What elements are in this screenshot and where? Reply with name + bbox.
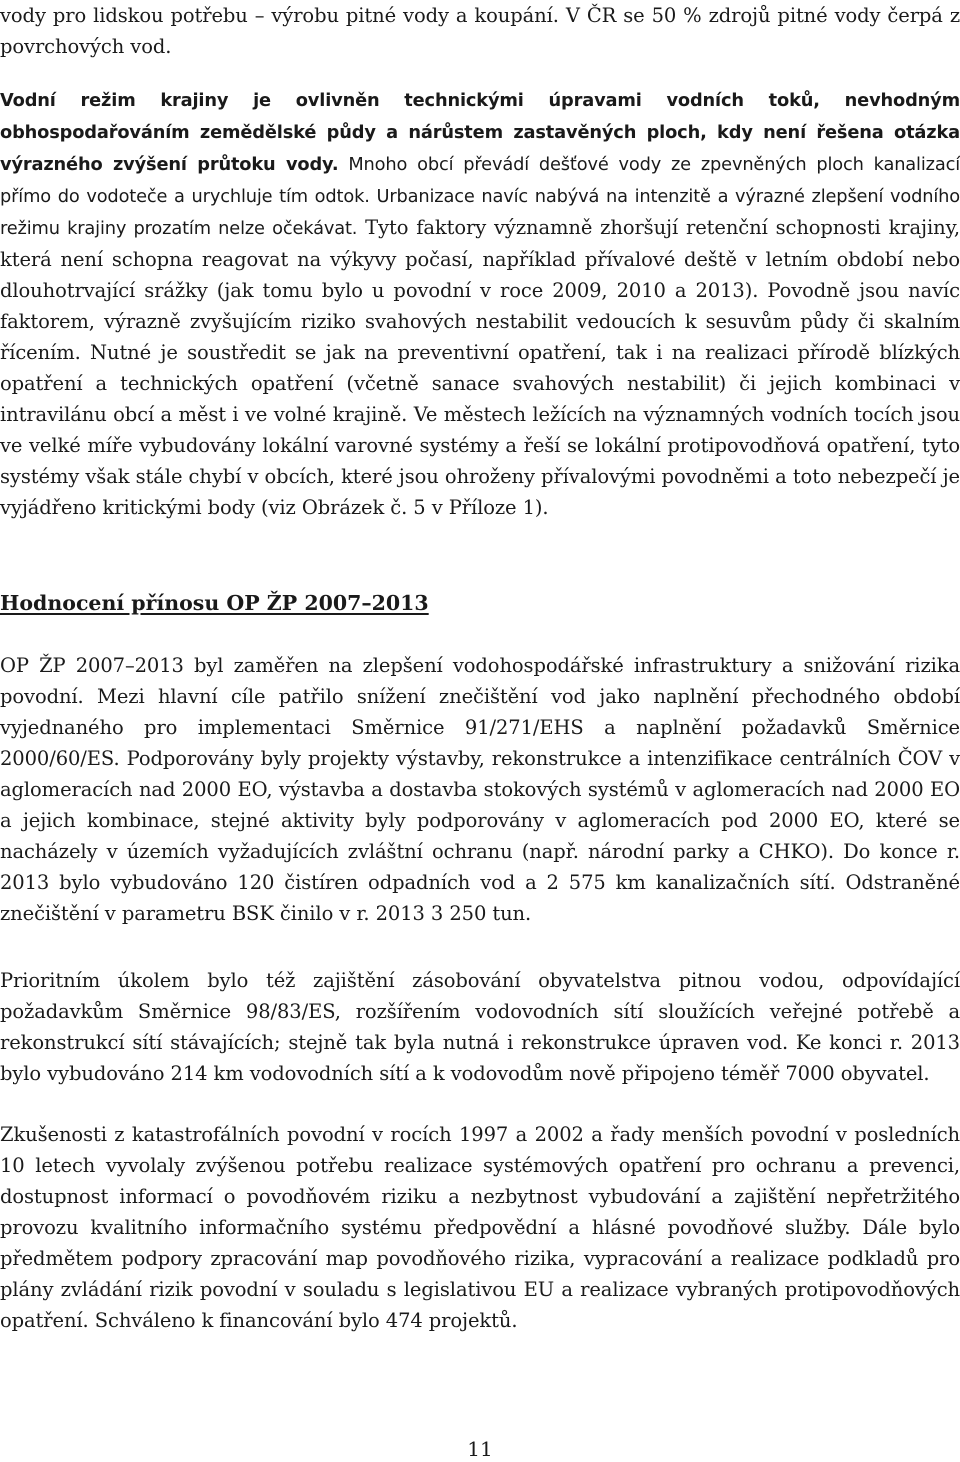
water-regime-serif-text: Tyto faktory významně zhoršují retenční schopnosti krajiny, která není schopna reagovat na výkyvy počasí, například přívalové deště v letním období nebo dlouhotrvající srážky (jak tomu bylo u povodní v roce 2009, 2010 a 2013). Povodně jsou navíc faktorem, výrazně zvyšujícím riziko svahových nestabilit vedoucích k sesuvům půdy či skalním řícením. Nutné je soustředit se jak na preventivní opatření, tak i na realizaci přírodě blízkých opatření a technických opatření (včetně sanace svahových nestabilit) či jejich kombinaci v intravilánu obcí a měst i ve volné krajině. Ve městech ležících na významných vodních tocích jsou ve velké míře vybudovány lokální varovné systémy a řeší se lokální protipovodňová opatření, tyto systémy však stále chybí v obcích, které jsou ohroženy přívalovými povodněmi a toto nebezpečí je vyjádřeno kritickými body (viz Obrázek č. 5 v Příloze 1). — [0, 216, 960, 519]
intro-paragraph-block — [0, 0, 960, 62]
page-number: 11 — [467, 1437, 493, 1461]
op-zp-paragraph-block — [0, 650, 960, 929]
flood-paragraph: Zkušenosti z katastrofálních povodní v rocích 1997 a 2002 a řady menších povodní v posledních 10 letech vyvolaly zvýšenou potřebu realizace systémových opatření pro ochranu a prevenci, dostupnost informací o povodňovém riziku a nezbytnost vybudování a zajištění nepřetržitého provozu kvalitního informačního systému předpovědní a hlásné povodňové služby. Dále bylo předmětem podpory zpracování map povodňového rizika, vypracování a realizace podkladů pro plány zvládání rizik povodní v souladu s legislativou EU a realizace vybraných protipovodňových opatření. Schváleno k financování bylo 474 projektů. — [0, 1123, 960, 1332]
water-regime-bold-text: Vodní režim krajiny je ovlivněn technickými úpravami vodních toků, nevhodným obhospodařováním zemědělské půdy a nárůstem zastavěných ploch, kdy není řešena otázka výrazného zvýšení průtoku vody. — [0, 90, 960, 175]
section-heading: Hodnocení přínosu OP ŽP 2007–2013 — [0, 591, 429, 615]
intro-text: vody pro lidskou potřebu – výrobu pitné vody a koupání. V ČR se 50 % zdrojů pitné vody čerpá z povrchových vod. — [0, 4, 960, 58]
water-regime-paragraph-block — [0, 84, 960, 523]
flood-paragraph-block — [0, 1119, 960, 1336]
drinking-water-paragraph: Prioritním úkolem bylo též zajištění zásobování obyvatelstva pitnou vodou, odpovídající požadavkům Směrnice 98/83/ES, rozšířením vodovodních sítí sloužících veřejné potřebě a rekonstrukcí sítí stávajících; stejně tak byla nutná i rekonstrukce úpraven vod. Ke konci r. 2013 bylo vybudováno 214 km vodovodních sítí a k vodovodům nově připojeno téměř 7000 obyvatel. — [0, 969, 960, 1085]
water-regime-paragraph — [0, 84, 960, 523]
drinking-water-paragraph-block — [0, 965, 960, 1089]
water-regime-sans-text: Mnoho obcí převádí dešťové vody ze zpevněných ploch kanalizací přímo do vodoteče a urychluje tím odtok. Urbanizace navíc nabývá na intenzitě a výrazné zlepšení vodního režimu krajiny prozatím nelze očekávat. — [0, 154, 960, 239]
op-zp-paragraph: OP ŽP 2007–2013 byl zaměřen na zlepšení vodohospodářské infrastruktury a snižování rizika povodní. Mezi hlavní cíle patřilo snížení znečištění vod jako naplnění přechodného období vyjednaného pro implementaci Směrnice 91/271/EHS a naplnění požadavků Směrnice 2000/60/ES. Podporovány byly projekty výstavby, rekonstrukce a intenzifikace centrálních ČOV v aglomeracích nad 2000 EO, výstavba a dostavba stokových systémů v aglomeracích nad 2000 EO a jejich kombinace, stejné aktivity byly podporovány v aglomeracích pod 2000 EO, které se nacházely v územích vyžadujících zvláštní ochranu (např. národní parky a CHKO). Do konce r. 2013 bylo vybudováno 120 čistíren odpadních vod a 2 575 km kanalizačních sítí. Odstraněné znečištění v parametru BSK činilo v r. 2013 3 250 tun. — [0, 654, 960, 925]
intro-paragraph — [0, 0, 960, 62]
